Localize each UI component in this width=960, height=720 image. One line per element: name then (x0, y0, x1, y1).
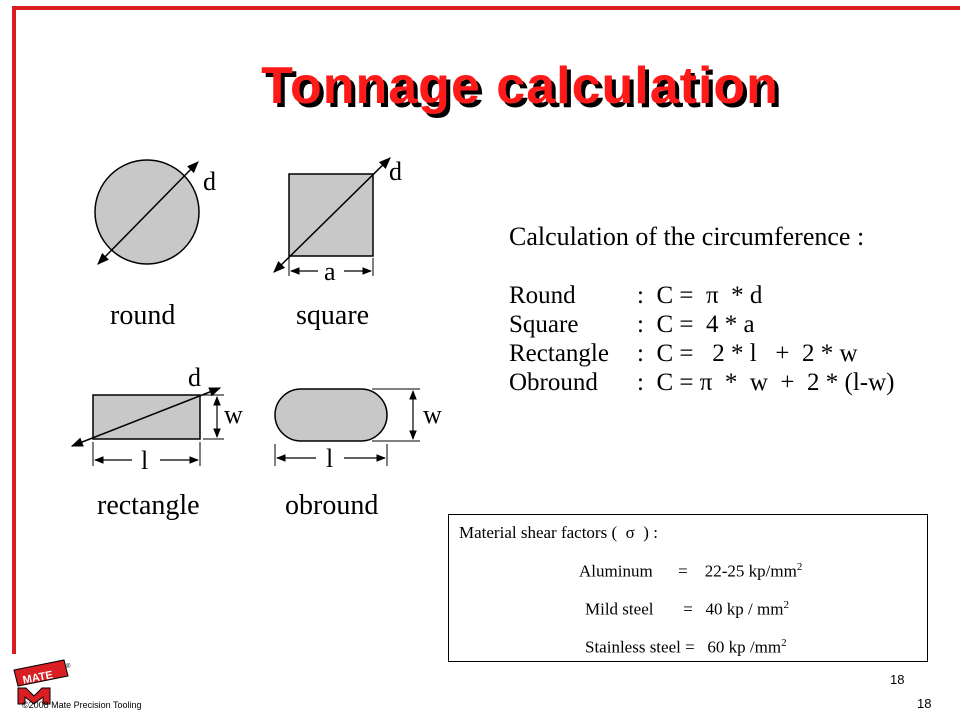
formula-name: Round (509, 282, 576, 309)
shear-row-text: Aluminum = 22-25 kp/mm (579, 561, 797, 581)
shear-factors-box (448, 514, 928, 662)
rectangle-width-label: w (224, 400, 243, 429)
shear-row-text: Mild steel = 40 kp / mm (585, 599, 784, 619)
shear-heading: Material shear factors ( σ ) : (459, 523, 658, 542)
square-side-label: a (324, 257, 336, 286)
formula-name: Obround (509, 369, 598, 396)
rectangle-label: rectangle (97, 490, 200, 521)
obround-diagram (275, 389, 420, 466)
round-diagram (95, 160, 199, 264)
shear-row-exponent: 2 (781, 637, 787, 649)
page-number-inner: 18 (890, 672, 905, 687)
round-dim-label: d (203, 167, 216, 196)
circumference-heading: Calculation of the circumference : (509, 222, 865, 251)
formula-name: Rectangle (509, 340, 609, 367)
obround-label: obround (285, 490, 379, 521)
shear-row-aluminum (579, 561, 802, 582)
slide-title: Tonnage calculation (261, 57, 779, 115)
formula-name: Square (509, 311, 579, 338)
shear-row-stainless-steel (585, 637, 787, 658)
formula-expr: : C = π * w + 2 * (l-w) (637, 369, 895, 396)
shear-row-text: Stainless steel = 60 kp /mm (585, 637, 782, 657)
obround-width-label: w (423, 400, 442, 429)
rectangle-diag-label: d (188, 363, 201, 392)
formula-expr: : C = π * d (637, 282, 763, 309)
square-diag-label: d (389, 157, 402, 186)
svg-text:®: ® (66, 664, 71, 670)
formula-expr: : C = 2 * l + 2 * w (637, 340, 858, 367)
copyright-text: ©2008 Mate Precision Tooling (22, 700, 142, 710)
shear-row-mild-steel (585, 599, 789, 620)
square-label: square (296, 300, 370, 331)
rectangle-length-label: l (141, 446, 149, 475)
round-label: round (110, 300, 176, 331)
shear-row-exponent: 2 (783, 599, 789, 611)
formula-row-obround (509, 369, 895, 453)
shear-row-exponent: 2 (796, 561, 803, 573)
obround-length-label: l (326, 444, 334, 473)
formula-expr: : C = 4 * a (637, 311, 755, 338)
svg-text:MATE: MATE (21, 669, 54, 687)
page-number-outer: 18 (917, 696, 932, 711)
